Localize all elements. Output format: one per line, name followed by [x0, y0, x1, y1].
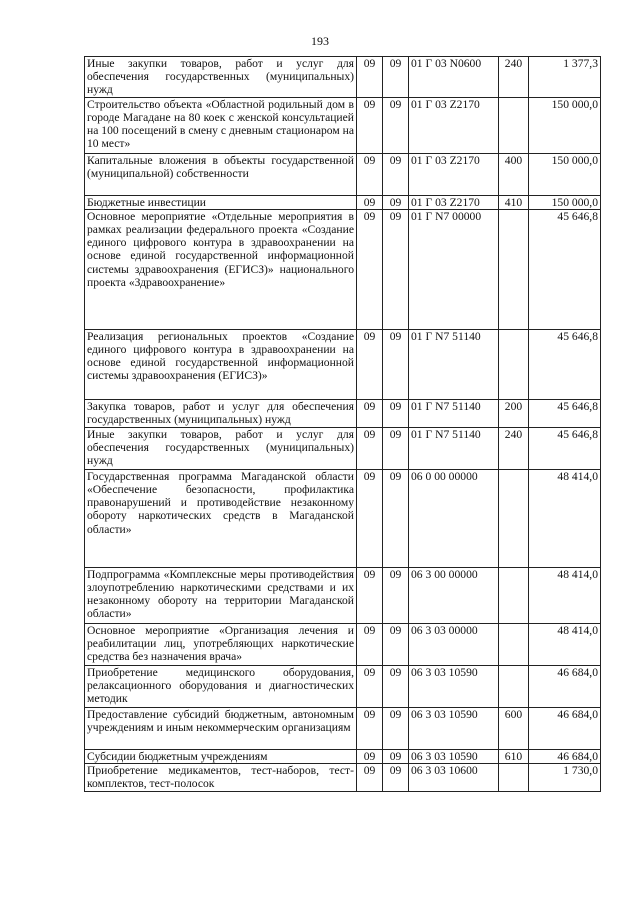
target-article-cell: 06 3 03 10600	[409, 764, 499, 792]
expense-type-cell	[499, 665, 529, 707]
expense-name-cell: Государственная программа Магаданской области «Обеспечение безопасности, профилактика правонарушений и противодействие незаконному обороту наркотических средств в Магаданской области»	[85, 469, 357, 567]
table-row	[85, 749, 601, 763]
amount-cell: 45 646,8	[529, 329, 601, 399]
expense-type-cell: 200	[499, 399, 529, 427]
expense-type-cell	[499, 764, 529, 792]
section-code-cell: 09	[357, 567, 383, 623]
amount-cell: 46 684,0	[529, 707, 601, 749]
subsection-code-cell: 09	[383, 665, 409, 707]
section-code-cell: 09	[357, 427, 383, 469]
expense-name-cell: Приобретение медикаментов, тест-наборов, тест-комплектов, тест-полосок	[85, 764, 357, 792]
target-article-cell: 01 Г N7 51140	[409, 329, 499, 399]
table-row	[85, 427, 601, 469]
subsection-code-cell: 09	[383, 567, 409, 623]
target-article-cell: 06 3 03 10590	[409, 665, 499, 707]
expense-name-cell: Подпрограмма «Комплексные меры противодействия злоупотреблению наркотическими средствами и их незаконному обороту на территории Магаданской области»	[85, 567, 357, 623]
target-article-cell: 01 Г 03 N0600	[409, 57, 499, 98]
expense-name-cell: Основное мероприятие «Организация лечения и реабилитации лиц, употребляющих наркотические средства без назначения врача»	[85, 623, 357, 665]
section-code-cell: 09	[357, 623, 383, 665]
expense-name-cell: Капитальные вложения в объекты государственной (муниципальной) собственности	[85, 153, 357, 195]
section-code-cell: 09	[357, 707, 383, 749]
expense-name-cell: Иные закупки товаров, работ и услуг для обеспечения государственных (муниципальных) нужд	[85, 57, 357, 98]
subsection-code-cell: 09	[383, 764, 409, 792]
expense-type-cell	[499, 623, 529, 665]
section-code-cell: 09	[357, 209, 383, 329]
target-article-cell: 06 0 00 00000	[409, 469, 499, 567]
table-row	[85, 399, 601, 427]
amount-cell: 150 000,0	[529, 195, 601, 209]
expense-type-cell: 410	[499, 195, 529, 209]
expense-name-cell: Предоставление субсидий бюджетным, автономным учреждениям и иным некоммерческим организациям	[85, 707, 357, 749]
section-code-cell: 09	[357, 195, 383, 209]
target-article-cell: 01 Г 03 Z2170	[409, 195, 499, 209]
amount-cell: 1 377,3	[529, 57, 601, 98]
amount-cell: 45 646,8	[529, 399, 601, 427]
target-article-cell: 01 Г 03 Z2170	[409, 153, 499, 195]
table-row	[85, 209, 601, 329]
expense-type-cell: 610	[499, 749, 529, 763]
expense-type-cell	[499, 209, 529, 329]
table-row	[85, 329, 601, 399]
section-code-cell: 09	[357, 764, 383, 792]
section-code-cell: 09	[357, 329, 383, 399]
subsection-code-cell: 09	[383, 209, 409, 329]
amount-cell: 1 730,0	[529, 764, 601, 792]
target-article-cell: 06 3 03 00000	[409, 623, 499, 665]
subsection-code-cell: 09	[383, 623, 409, 665]
amount-cell: 48 414,0	[529, 567, 601, 623]
expense-name-cell: Реализация региональных проектов «Создание единого цифрового контура в здравоохранении на основе единой государственной информационной системы здравоохранения (ЕГИСЗ)»	[85, 329, 357, 399]
subsection-code-cell: 09	[383, 195, 409, 209]
expense-type-cell	[499, 97, 529, 153]
subsection-code-cell: 09	[383, 707, 409, 749]
expense-name-cell: Бюджетные инвестиции	[85, 195, 357, 209]
expense-type-cell	[499, 567, 529, 623]
expense-name-cell: Иные закупки товаров, работ и услуг для обеспечения государственных (муниципальных) нужд	[85, 427, 357, 469]
amount-cell: 48 414,0	[529, 623, 601, 665]
section-code-cell: 09	[357, 665, 383, 707]
expense-name-cell: Строительство объекта «Областной родильный дом в городе Магадане на 80 коек с женской консультацией на 100 посещений в смену с дневным стационаром на 10 мест»	[85, 97, 357, 153]
expense-name-cell: Приобретение медицинского оборудования, релаксационного оборудования и диагностических методик	[85, 665, 357, 707]
table-row	[85, 195, 601, 209]
table-row	[85, 153, 601, 195]
subsection-code-cell: 09	[383, 469, 409, 567]
table-row	[85, 764, 601, 792]
page-number: 193	[311, 34, 329, 48]
section-code-cell: 09	[357, 153, 383, 195]
section-code-cell: 09	[357, 469, 383, 567]
amount-cell: 150 000,0	[529, 153, 601, 195]
target-article-cell: 01 Г N7 51140	[409, 399, 499, 427]
expense-name-cell: Закупка товаров, работ и услуг для обеспечения государственных (муниципальных) нужд	[85, 399, 357, 427]
subsection-code-cell: 09	[383, 427, 409, 469]
expense-name-cell: Основное мероприятие «Отдельные мероприятия в рамках реализации федерального проекта «Создание единого цифрового контура в здравоохранении на основе единой государственной информационной системы здравоохранения (ЕГИСЗ)» национального проекта «Здравоохранение»	[85, 209, 357, 329]
subsection-code-cell: 09	[383, 399, 409, 427]
section-code-cell: 09	[357, 749, 383, 763]
amount-cell: 46 684,0	[529, 665, 601, 707]
expense-type-cell: 600	[499, 707, 529, 749]
amount-cell: 45 646,8	[529, 209, 601, 329]
table-row	[85, 57, 601, 98]
subsection-code-cell: 09	[383, 329, 409, 399]
table-row	[85, 707, 601, 749]
budget-table	[84, 56, 601, 792]
target-article-cell: 01 Г N7 00000	[409, 209, 499, 329]
section-code-cell: 09	[357, 57, 383, 98]
table-row	[85, 665, 601, 707]
amount-cell: 48 414,0	[529, 469, 601, 567]
expense-name-cell: Субсидии бюджетным учреждениям	[85, 749, 357, 763]
subsection-code-cell: 09	[383, 749, 409, 763]
expense-type-cell	[499, 329, 529, 399]
section-code-cell: 09	[357, 399, 383, 427]
table-row	[85, 567, 601, 623]
section-code-cell: 09	[357, 97, 383, 153]
target-article-cell: 06 3 03 10590	[409, 749, 499, 763]
subsection-code-cell: 09	[383, 97, 409, 153]
expense-type-cell: 240	[499, 427, 529, 469]
amount-cell: 46 684,0	[529, 749, 601, 763]
subsection-code-cell: 09	[383, 153, 409, 195]
target-article-cell: 06 3 03 10590	[409, 707, 499, 749]
table-row	[85, 623, 601, 665]
expense-type-cell: 240	[499, 57, 529, 98]
expense-type-cell: 400	[499, 153, 529, 195]
target-article-cell: 01 Г N7 51140	[409, 427, 499, 469]
table-row	[85, 469, 601, 567]
expense-type-cell	[499, 469, 529, 567]
table-row	[85, 97, 601, 153]
amount-cell: 45 646,8	[529, 427, 601, 469]
subsection-code-cell: 09	[383, 57, 409, 98]
amount-cell: 150 000,0	[529, 97, 601, 153]
target-article-cell: 01 Г 03 Z2170	[409, 97, 499, 153]
target-article-cell: 06 3 00 00000	[409, 567, 499, 623]
